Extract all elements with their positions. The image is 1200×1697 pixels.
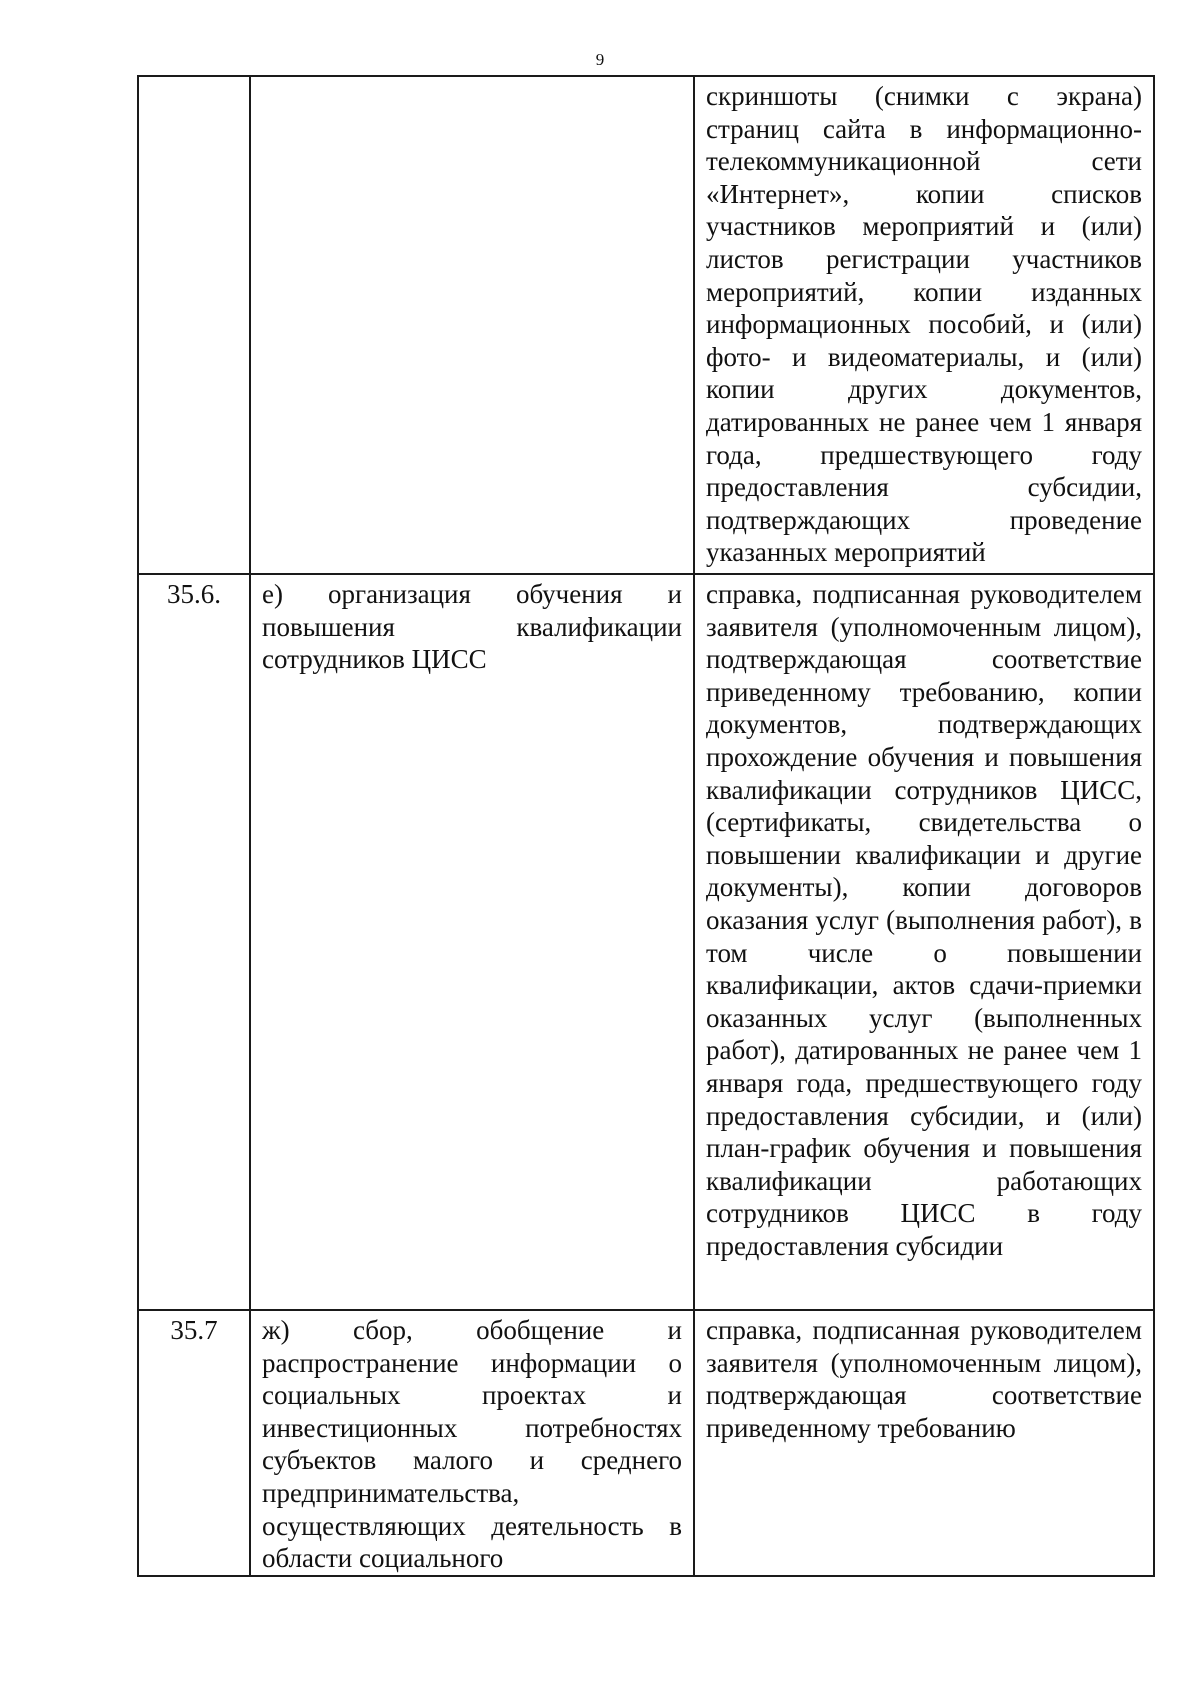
table-row xyxy=(138,1310,1154,1576)
row-number: 35.6. xyxy=(167,579,221,609)
row-number-cell xyxy=(138,76,250,574)
table-row xyxy=(138,574,1154,1310)
requirement-cell xyxy=(250,1310,694,1576)
table-row xyxy=(138,76,1154,574)
requirement-text: ж) сбор, обобщение и распространение информации о социальных проектах и инвестиционных потребностях субъектов малого и среднего предпринимательства, осуществляющих деятельность в области социального xyxy=(262,1315,682,1574)
requirement-cell xyxy=(250,574,694,1310)
documents-text: скриншоты (снимки с экрана) страниц сайта в информационно-телекоммуникационной сети «Интернет», копии списков участников мероприятий и (или) листов регистрации участников мероприятий, копии изданных информационных пособий, и (или) фото- и видеоматериалы, и (или) копии других документов, датированных не ранее чем 1 января года, предшествующего году предоставления субсидии, подтверждающих проведение указанных мероприятий xyxy=(706,81,1142,568)
requirement-cell xyxy=(250,76,694,574)
requirement-text: е) организация обучения и повышения квалификации сотрудников ЦИСС xyxy=(262,579,682,675)
row-number-cell xyxy=(138,1310,250,1576)
documents-cell xyxy=(694,1310,1154,1576)
page-number: 9 xyxy=(595,50,605,69)
documents-text: справка, подписанная руководителем заявителя (уполномоченным лицом), подтверждающая соответствие приведенному требованию xyxy=(706,1315,1142,1443)
requirements-table xyxy=(137,75,1155,1577)
documents-text: справка, подписанная руководителем заявителя (уполномоченным лицом), подтверждающая соответствие приведенному требованию, копии документов, подтверждающих прохождение обучения и повышения квалификации сотрудников ЦИСС, (сертификаты, свидетельства о повышении квалификации и другие документы), копии договоров оказания услуг (выполнения работ), в том числе о повышении квалификации, актов сдачи-приемки оказанных услуг (выполненных работ), датированных не ранее чем 1 января года, предшествующего году предоставления субсидии, и (или) план-график обучения и повышения квалификации работающих сотрудников ЦИСС в году предоставления субсидии xyxy=(706,579,1142,1261)
row-number: 35.7 xyxy=(170,1315,218,1345)
documents-cell xyxy=(694,574,1154,1310)
row-number-cell xyxy=(138,574,250,1310)
documents-cell xyxy=(694,76,1154,574)
